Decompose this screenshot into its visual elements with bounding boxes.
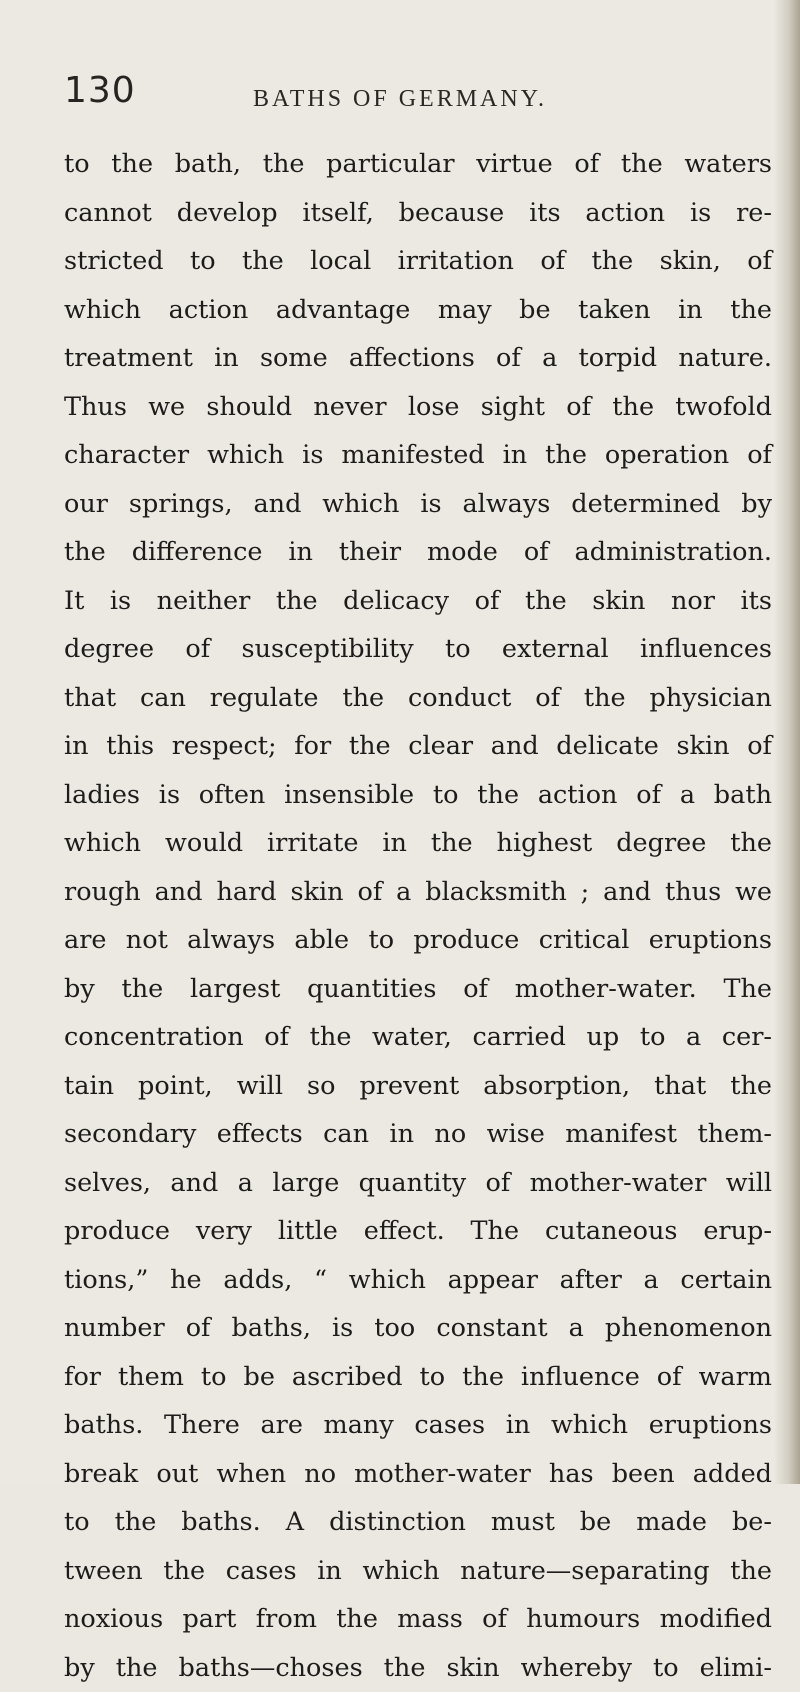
text-line: stricted to the local irritation of the skin, of — [64, 237, 772, 286]
text-line: rough and hard skin of a blacksmith ; and thus we — [64, 868, 772, 917]
text-line: baths. There are many cases in which eruptions — [64, 1401, 772, 1450]
text-line: to the bath, the particular virtue of the waters — [64, 140, 772, 189]
text-line: our springs, and which is always determined by — [64, 480, 772, 529]
text-line: number of baths, is too constant a phenomenon — [64, 1304, 772, 1353]
text-line: concentration of the water, carried up to a cer- — [64, 1013, 772, 1062]
body-text — [64, 140, 772, 1692]
text-line: secondary effects can in no wise manifest them- — [64, 1110, 772, 1159]
text-line: selves, and a large quantity of mother-water will — [64, 1159, 772, 1208]
text-line: Thus we should never lose sight of the twofold — [64, 383, 772, 432]
text-line: treatment in some affections of a torpid nature. — [64, 334, 772, 383]
text-line: by the baths—choses the skin whereby to elimi- — [64, 1644, 772, 1692]
text-line: break out when no mother-water has been added — [64, 1450, 772, 1499]
text-line: the difference in their mode of administration. — [64, 528, 772, 577]
text-line: produce very little effect. The cutaneous erup- — [64, 1207, 772, 1256]
text-line: to the baths. A distinction must be made be- — [64, 1498, 772, 1547]
running-title: BATHS OF GERMANY. — [0, 86, 800, 113]
text-line: It is neither the delicacy of the skin nor its — [64, 577, 772, 626]
text-line: character which is manifested in the operation of — [64, 431, 772, 480]
text-line: are not always able to produce critical eruptions — [64, 916, 772, 965]
text-line: in this respect; for the clear and delicate skin of — [64, 722, 772, 771]
page-number: 130 — [64, 70, 136, 111]
page-edge-shadow — [774, 0, 800, 1484]
text-line: by the largest quantities of mother-water. The — [64, 965, 772, 1014]
text-line: that can regulate the conduct of the physician — [64, 674, 772, 723]
text-line: tions,” he adds, “ which appear after a certain — [64, 1256, 772, 1305]
text-line: degree of susceptibility to external influences — [64, 625, 772, 674]
text-line: ladies is often insensible to the action of a bath — [64, 771, 772, 820]
page-header — [0, 70, 800, 130]
text-line: tain point, will so prevent absorption, that the — [64, 1062, 772, 1111]
text-line: cannot develop itself, because its action is re- — [64, 189, 772, 238]
text-line: for them to be ascribed to the influence of warm — [64, 1353, 772, 1402]
text-line: noxious part from the mass of humours modified — [64, 1595, 772, 1644]
text-line: tween the cases in which nature—separating the — [64, 1547, 772, 1596]
text-line: which action advantage may be taken in the — [64, 286, 772, 335]
text-line: which would irritate in the highest degree the — [64, 819, 772, 868]
